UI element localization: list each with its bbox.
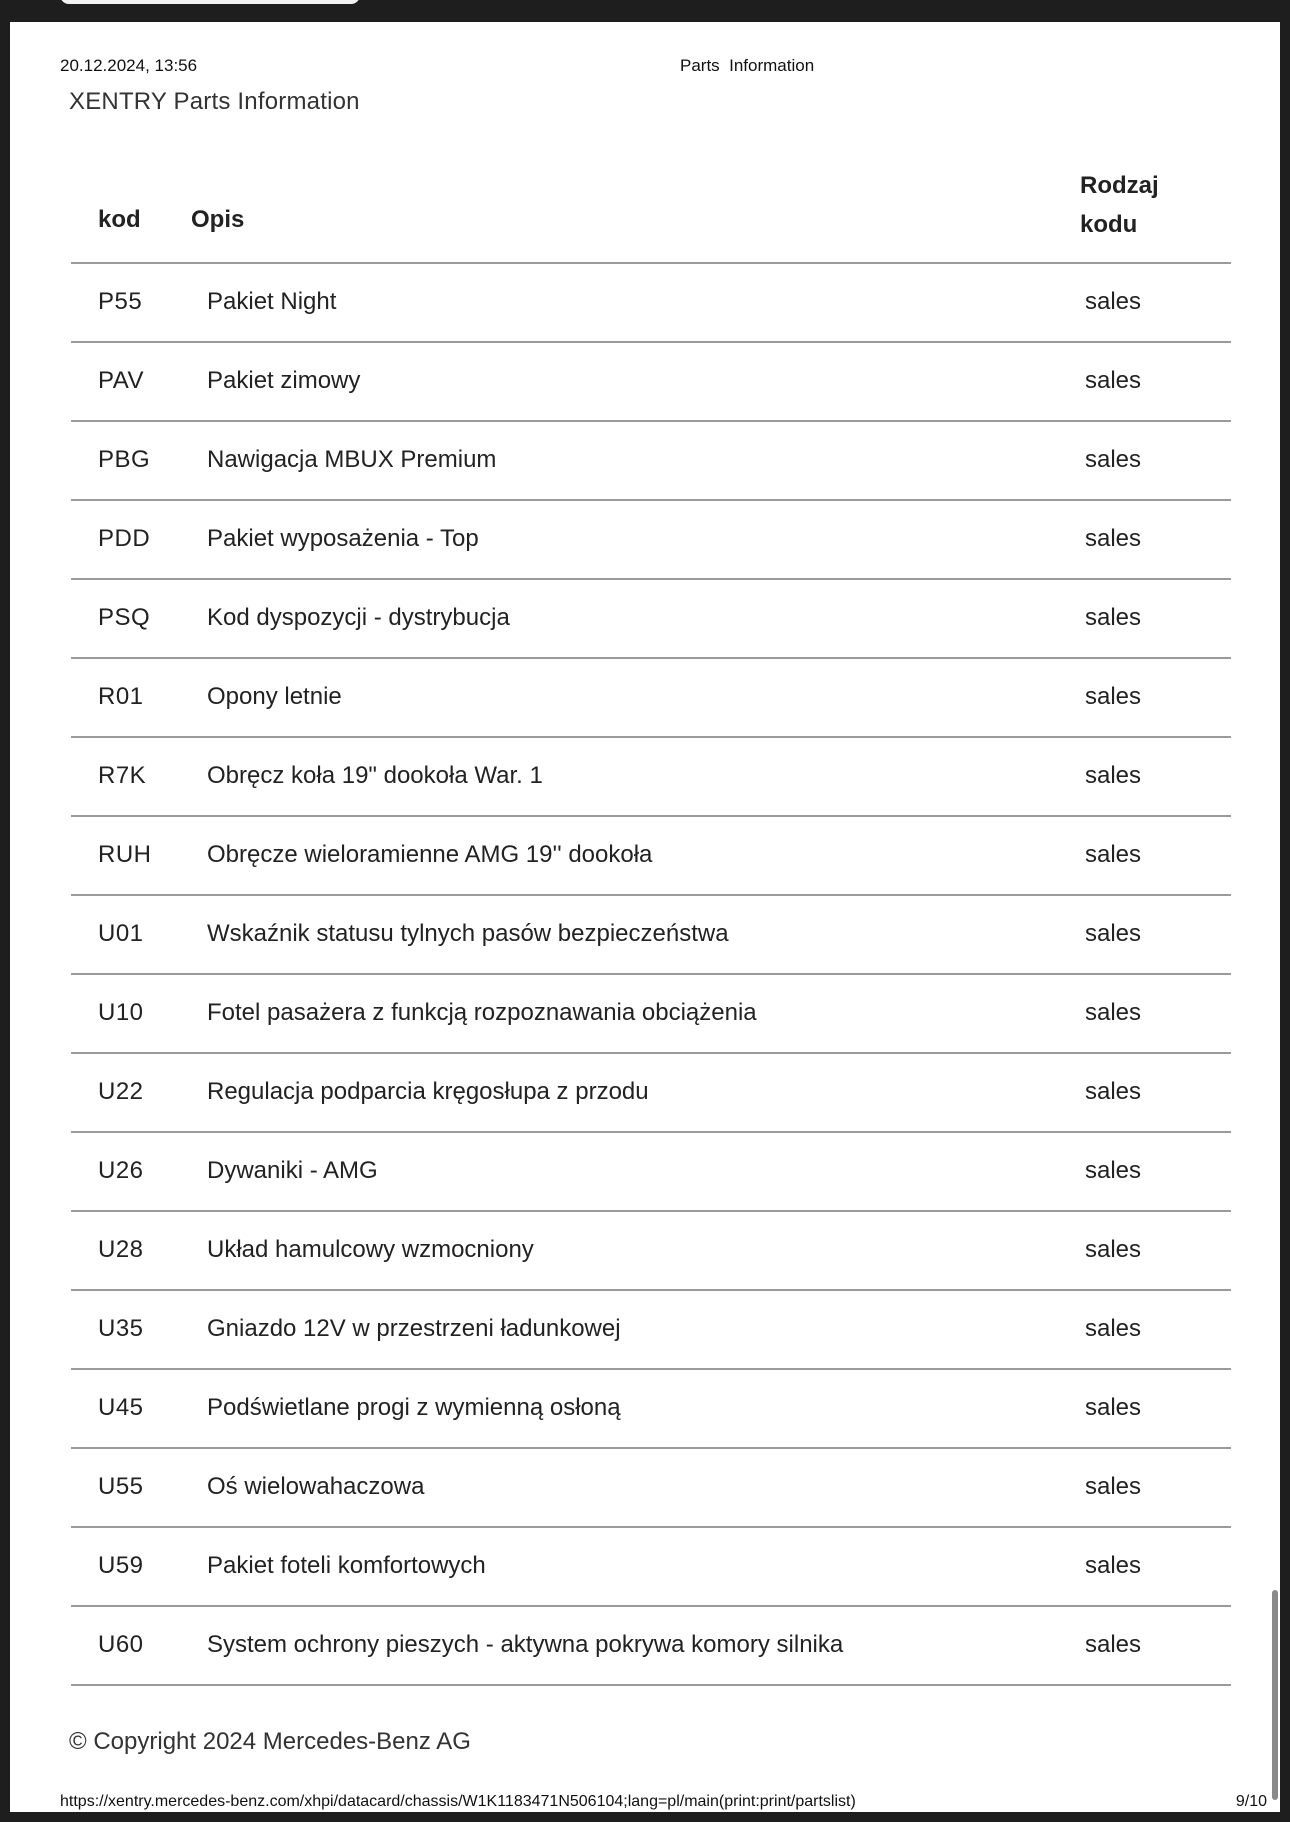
- cell-code-type: sales: [1085, 604, 1142, 631]
- cell-code: U60: [98, 1631, 144, 1658]
- cell-description: Fotel pasażera z funkcją rozpoznawania obciążenia: [207, 999, 757, 1026]
- cell-code: PBG: [98, 446, 151, 473]
- copyright-notice: © Copyright 2024 Mercedes-Benz AG: [69, 1728, 471, 1755]
- table-row: [71, 1607, 1231, 1686]
- table-row: [71, 1054, 1231, 1133]
- cell-description: Pakiet zimowy: [207, 367, 361, 394]
- table-row: [71, 659, 1231, 738]
- column-header-opis: Opis: [191, 206, 245, 233]
- cell-description: Obręcze wieloramienne AMG 19'' dookoła: [207, 841, 653, 868]
- cell-code-type: sales: [1085, 1631, 1142, 1658]
- cell-code-type: sales: [1085, 1394, 1142, 1421]
- cell-code: P55: [98, 288, 143, 315]
- column-header-rodzaj-kodu: [1080, 166, 1159, 244]
- cell-code-type: sales: [1085, 1552, 1142, 1579]
- cell-description: Układ hamulcowy wzmocniony: [207, 1236, 534, 1263]
- cell-code: U10: [98, 999, 144, 1026]
- print-title: Parts Information: [680, 56, 815, 75]
- cell-code: U45: [98, 1394, 144, 1421]
- cell-code: U28: [98, 1236, 144, 1263]
- cell-code-type: sales: [1085, 288, 1142, 315]
- cell-description: System ochrony pieszych - aktywna pokrywa komory silnika: [207, 1631, 844, 1658]
- column-header-kod: kod: [98, 206, 141, 233]
- cell-code-type: sales: [1085, 367, 1142, 394]
- cell-code: R01: [98, 683, 144, 710]
- table-row: [71, 817, 1231, 896]
- browser-pill: [60, 0, 360, 4]
- print-datetime: 20.12.2024, 13:56: [60, 56, 198, 75]
- table-row: [71, 1370, 1231, 1449]
- column-header-rodzaj-line2: kodu: [1080, 211, 1138, 238]
- cell-code: U35: [98, 1315, 144, 1342]
- print-page: [10, 22, 1280, 1812]
- parts-table: [71, 162, 1231, 1686]
- cell-description: Obręcz koła 19" dookoła War. 1: [207, 762, 543, 789]
- cell-code: U22: [98, 1078, 144, 1105]
- cell-code-type: sales: [1085, 1078, 1142, 1105]
- cell-description: Nawigacja MBUX Premium: [207, 446, 497, 473]
- cell-code: U01: [98, 920, 144, 947]
- cell-description: Oś wielowahaczowa: [207, 1473, 425, 1500]
- table-row: [71, 896, 1231, 975]
- cell-description: Pakiet Night: [207, 288, 337, 315]
- cell-description: Pakiet foteli komfortowych: [207, 1552, 486, 1579]
- cell-code: PDD: [98, 525, 151, 552]
- cell-code-type: sales: [1085, 1315, 1142, 1342]
- table-row: [71, 1291, 1231, 1370]
- cell-description: Podświetlane progi z wymienną osłoną: [207, 1394, 621, 1421]
- page-number: 9/10: [1235, 1793, 1267, 1810]
- table-header: [71, 162, 1231, 264]
- cell-code: PSQ: [98, 604, 151, 631]
- cell-description: Opony letnie: [207, 683, 342, 710]
- cell-code-type: sales: [1085, 999, 1142, 1026]
- cell-description: Kod dyspozycji - dystrybucja: [207, 604, 510, 631]
- table-row: [71, 975, 1231, 1054]
- table-row: [71, 501, 1231, 580]
- cell-description: Gniazdo 12V w przestrzeni ładunkowej: [207, 1315, 621, 1342]
- cell-description: Pakiet wyposażenia - Top: [207, 525, 479, 552]
- table-row: [71, 1212, 1231, 1291]
- table-row: [71, 264, 1231, 343]
- cell-description: Dywaniki - AMG: [207, 1157, 378, 1184]
- table-row: [71, 580, 1231, 659]
- cell-code-type: sales: [1085, 1473, 1142, 1500]
- cell-description: Regulacja podparcia kręgosłupa z przodu: [207, 1078, 649, 1105]
- table-body: [71, 264, 1231, 1686]
- scrollbar-thumb[interactable]: [1272, 1590, 1278, 1800]
- table-row: [71, 1528, 1231, 1607]
- table-row: [71, 1449, 1231, 1528]
- cell-code: U55: [98, 1473, 144, 1500]
- cell-code: U26: [98, 1157, 144, 1184]
- table-row: [71, 343, 1231, 422]
- cell-code-type: sales: [1085, 525, 1142, 552]
- cell-code-type: sales: [1085, 841, 1142, 868]
- print-url: https://xentry.mercedes-benz.com/xhpi/datacard/chassis/W1K1183471N506104;lang=pl/main(print:print/partslist): [60, 1793, 856, 1810]
- cell-code-type: sales: [1085, 1236, 1142, 1263]
- cell-code-type: sales: [1085, 446, 1142, 473]
- cell-code: RUH: [98, 841, 152, 868]
- cell-description: Wskaźnik statusu tylnych pasów bezpieczeństwa: [207, 920, 729, 947]
- cell-code: PAV: [98, 367, 144, 394]
- cell-code-type: sales: [1085, 1157, 1142, 1184]
- column-header-rodzaj-line1: Rodzaj: [1080, 172, 1159, 199]
- cell-code-type: sales: [1085, 920, 1142, 947]
- table-row: [71, 1133, 1231, 1212]
- cell-code: R7K: [98, 762, 147, 789]
- page-title: XENTRY Parts Information: [69, 88, 360, 115]
- cell-code-type: sales: [1085, 762, 1142, 789]
- table-row: [71, 738, 1231, 817]
- cell-code-type: sales: [1085, 683, 1142, 710]
- table-row: [71, 422, 1231, 501]
- cell-code: U59: [98, 1552, 144, 1579]
